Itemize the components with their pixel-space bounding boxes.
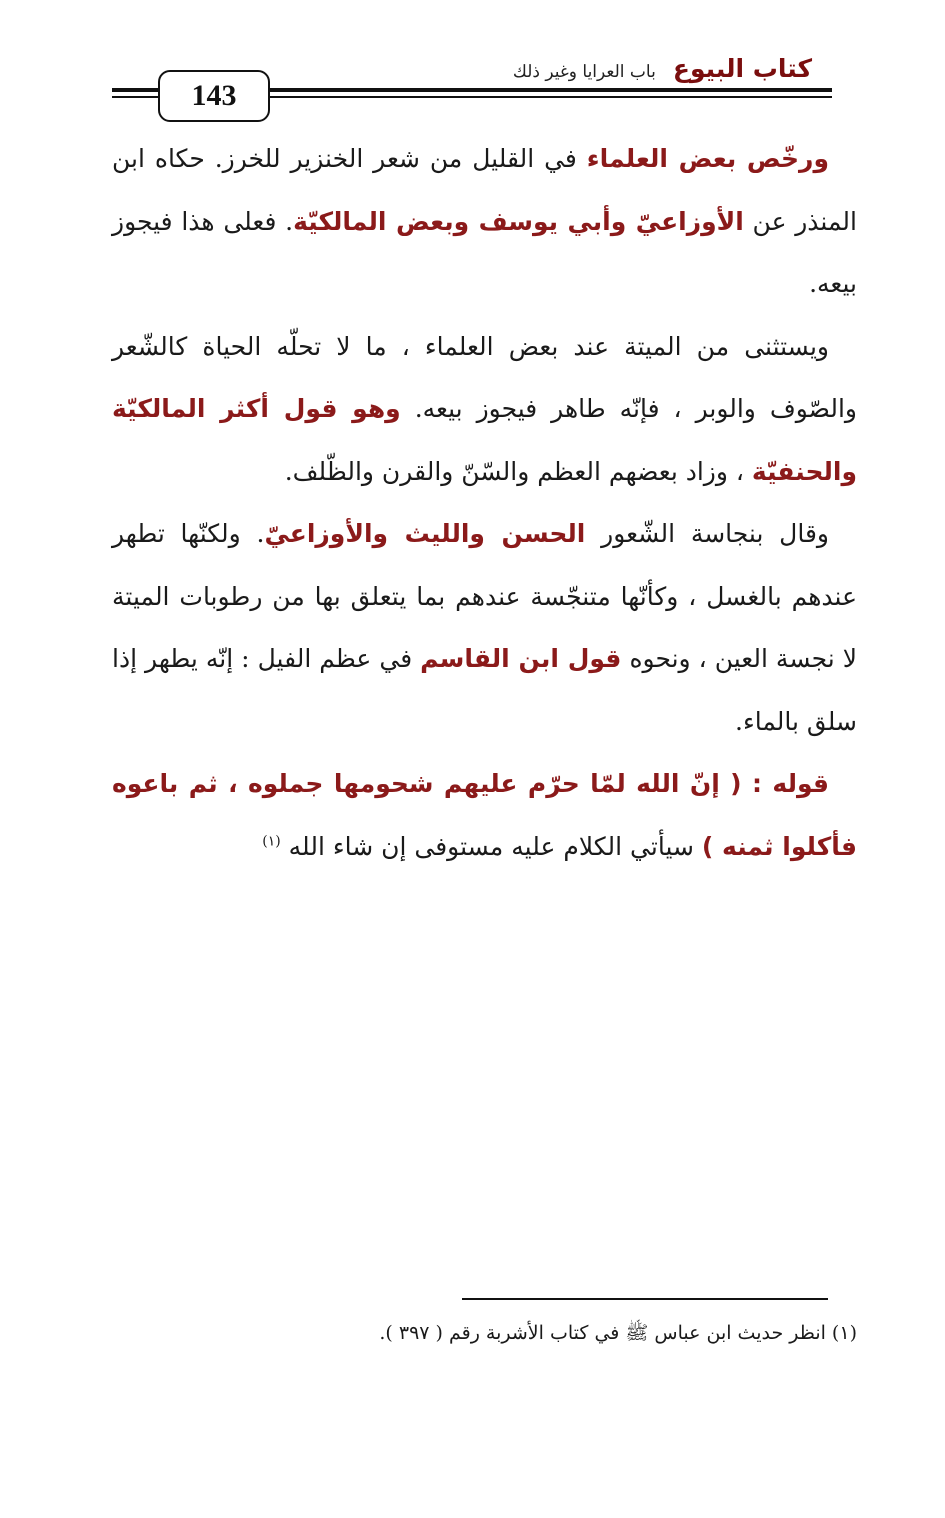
chapter-title: باب العرايا وغير ذلك <box>512 62 656 82</box>
paragraph-2 <box>112 316 857 504</box>
page-body <box>112 128 857 878</box>
paragraph-3 <box>112 503 857 753</box>
highlight-text: الحسن والليث والأوزاعيّ <box>264 519 586 548</box>
body-text: في القليل من شعر الخنزير للخرز. حكاه ابن المنذر عن <box>112 144 857 236</box>
paragraph-4 <box>112 753 857 878</box>
footnote-marker: (١) <box>262 833 281 850</box>
footnote-divider <box>462 1298 828 1300</box>
header-titles <box>513 54 812 83</box>
page-header <box>112 50 832 120</box>
highlight-text: قول ابن القاسم <box>420 644 622 673</box>
highlight-text: وهو قول أكثر المالكيّة والحنفيّة <box>112 394 857 486</box>
highlight-text: ورخّص بعض العلماء <box>586 144 829 173</box>
hadith-quote: قوله : ( إنّ الله لمّا حرّم عليهم شحومها جملوه ، ثم باعوه فأكلوا ثمنه ) <box>112 769 857 861</box>
body-text: ويستثنى من الميتة عند بعض العلماء ، ما لا تحلّه الحياة كالشّعر والصّوف والوبر ، فإنّه طاهر فيجوز بيعه. <box>112 331 857 423</box>
footnote: (١) انظر حديث ابن عباس ﷺ في كتاب الأشربة رقم ( ٣٩٧ ). <box>379 1322 857 1344</box>
page-number: 143 <box>158 70 270 122</box>
book-title: كتاب البيوع <box>672 54 812 83</box>
body-text: سيأتي الكلام عليه مستوفى إن شاء الله <box>288 831 702 861</box>
body-text: . ولكنّها تطهر عندهم بالغسل ، وكأنّها متنجّسة عندهم بما يتعلق بها من رطوبات الميتة لا نجسة العين ، ونحوه <box>112 519 858 673</box>
body-text: في عظم الفيل : إنّه يطهر إذا سلق بالماء. <box>112 644 857 736</box>
body-text: . فعلى هذا فيجوز بيعه. <box>112 206 857 298</box>
highlight-text: الأوزاعيّ وأبي يوسف وبعض المالكيّة <box>293 206 744 236</box>
body-text: وقال بنجاسة الشّعور <box>585 519 829 548</box>
paragraph-1 <box>112 128 857 316</box>
body-text: ، وزاد بعضهم العظم والسّنّ والقرن والظّلف. <box>284 456 752 486</box>
